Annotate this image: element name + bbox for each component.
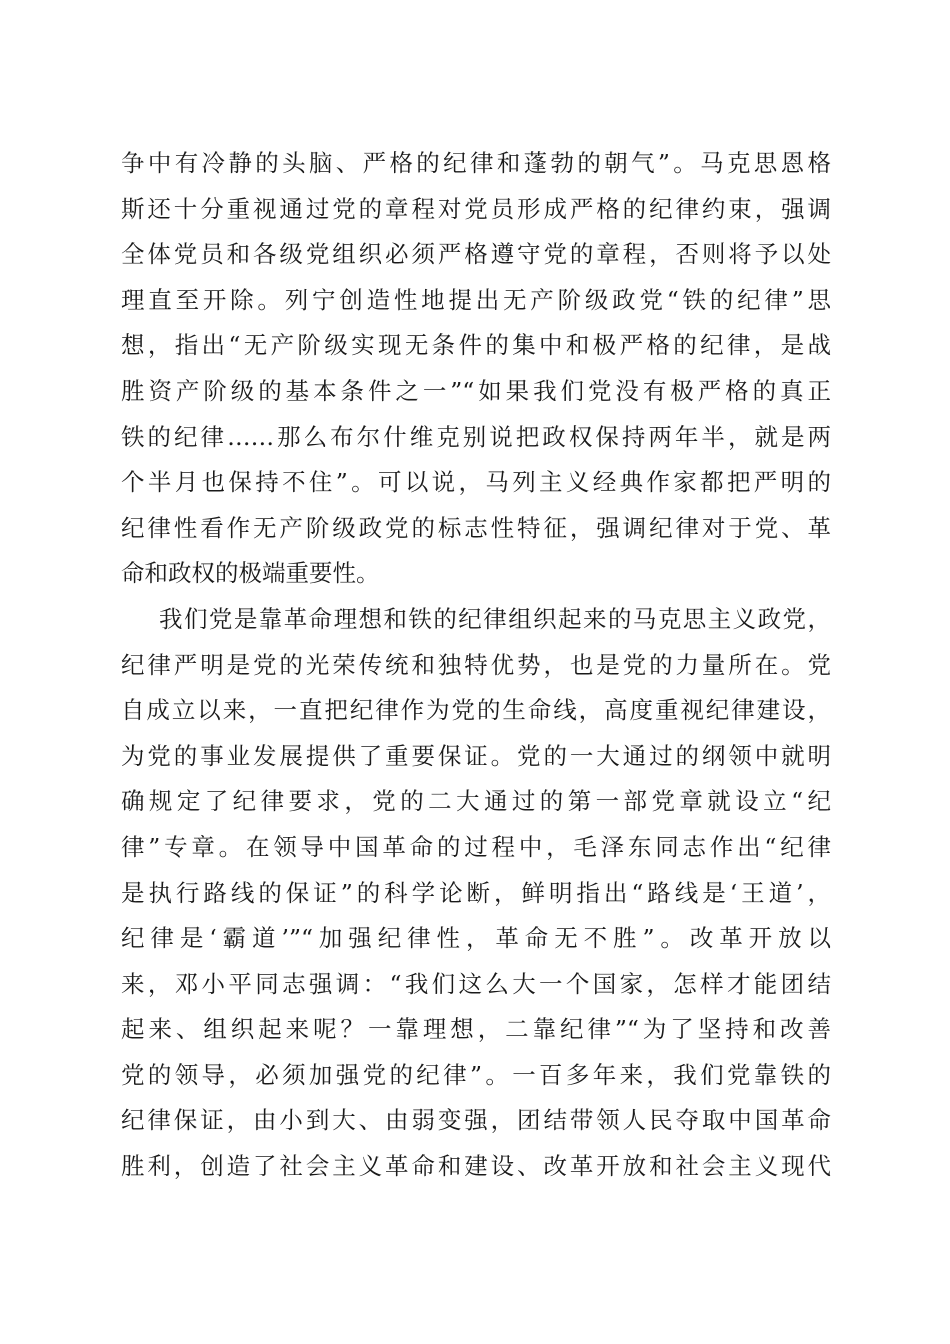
text-line: 理直至开除。列宁创造性地提出无产阶级政党“铁的纪律”思 — [121, 285, 831, 314]
text-line: 胜资产阶级的基本条件之一”“如果我们党没有极严格的真正 — [121, 376, 831, 405]
text-line: 来，邓小平同志强调：“我们这么大一个国家，怎样才能团结 — [121, 969, 831, 998]
text-line: 胜利，创造了社会主义革命和建设、改革开放和社会主义现代 — [121, 1152, 831, 1181]
text-line: 我们党是靠革命理想和铁的纪律组织起来的马克思主义政党， — [159, 604, 831, 633]
text-line: 是执行路线的保证”的科学论断，鲜明指出“路线是‘王道’， — [121, 878, 831, 907]
paragraph-1 — [121, 141, 831, 597]
text-line: 律”专章。在领导中国革命的过程中，毛泽东同志作出“纪律 — [121, 832, 831, 861]
text-line: 起来、组织起来呢？一靠理想，二靠纪律”“为了坚持和改善 — [121, 1015, 831, 1044]
text-line: 想，指出“无产阶级实现无条件的集中和极严格的纪律，是战 — [121, 331, 831, 360]
text-line: 纪律保证，由小到大、由弱变强，团结带领人民夺取中国革命 — [121, 1106, 831, 1135]
text-line: 争中有冷静的头脑、严格的纪律和蓬勃的朝气”。马克思恩格 — [121, 149, 831, 177]
body-text — [121, 141, 831, 1190]
text-line: 斯还十分重视通过党的章程对党员形成严格的纪律约束，强调 — [121, 194, 831, 223]
paragraph-2 — [121, 597, 831, 1190]
text-line: 个半月也保持不住”。可以说，马列主义经典作家都把严明的 — [121, 468, 831, 497]
text-line: 全体党员和各级党组织必须严格遵守党的章程，否则将予以处 — [121, 240, 831, 269]
text-line: 为党的事业发展提供了重要保证。党的一大通过的纲领中就明 — [121, 741, 831, 770]
text-line: 纪律性看作无产阶级政党的标志性特征，强调纪律对于党、革 — [121, 513, 831, 542]
text-line: 党的领导，必须加强党的纪律”。一百多年来，我们党靠铁的 — [121, 1060, 831, 1089]
text-line: 确规定了纪律要求，党的二大通过的第一部党章就设立“纪 — [121, 787, 831, 816]
text-line: 纪律严明是党的光荣传统和独特优势，也是党的力量所在。党 — [121, 650, 831, 679]
text-line: 自成立以来，一直把纪律作为党的生命线，高度重视纪律建设， — [121, 696, 831, 725]
text-line: 纪律是‘霸道’”“加强纪律性，革命无不胜”。改革开放以 — [121, 924, 831, 953]
text-line: 命和政权的极端重要性。 — [121, 559, 380, 588]
text-line: 铁的纪律……那么布尔什维克别说把政权保持两年半，就是两 — [121, 422, 831, 451]
